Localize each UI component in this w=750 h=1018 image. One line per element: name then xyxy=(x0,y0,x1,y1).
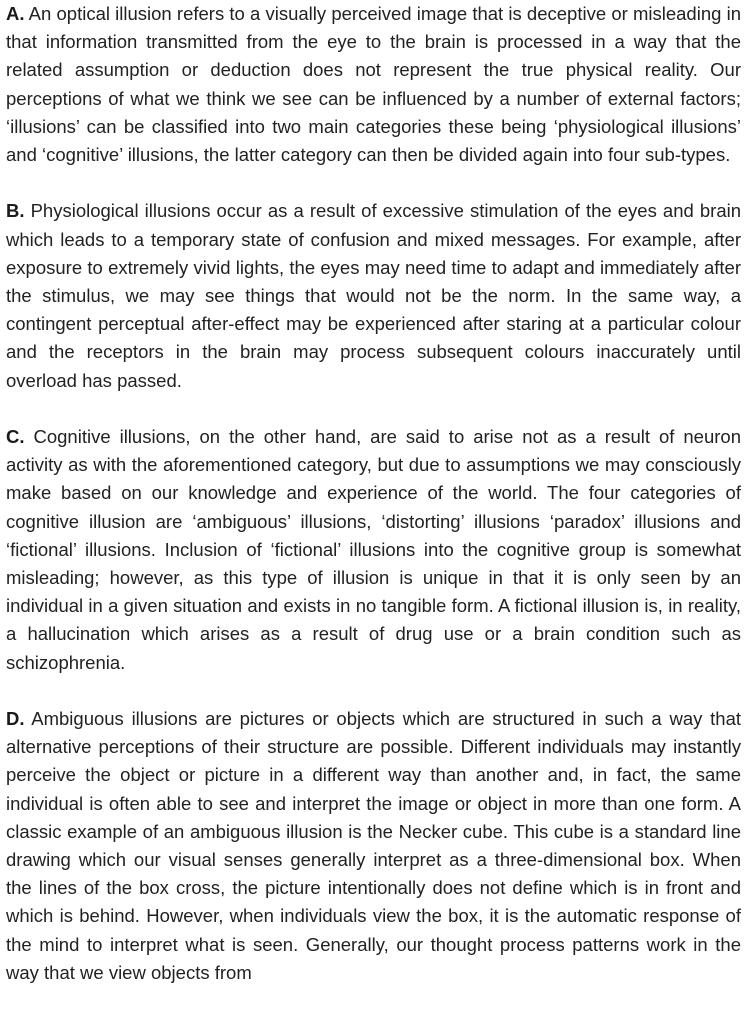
paragraph-text: Cognitive illusions, on the other hand, are said to arise not as a result of neuron activity as with the aforementioned category, but due to assumptions we may consciously make based on our knowledge and experience of the world. The four categories of cognitive illusion are ‘ambiguous’ illusions, ‘distorting’ illusions ‘paradox’ illusions and ‘fictional’ illusions. Inclusion of ‘fictional’ illusions into the cognitive group is somewhat misleading; however, as this type of illusion is unique in that it is only seen by an individual in a given situation and exists in no tangible form. A fictional illusion is, in reality, a hallucination which arises as a result of drug use or a brain condition such as schizophrenia. xyxy=(6,426,742,673)
paragraph-label: C. xyxy=(6,426,25,448)
paragraph-text: An optical illusion refers to a visually perceived image that is deceptive or misleading in that information transmitted from the eye to the brain is processed in a way that the related assumption or deduction does not represent the true physical reality. Our perceptions of what we think we see can be influenced by a number of external factors; ‘illusions’ can be classified into two main categories these being ‘physiological illusions’ and ‘cognitive’ illusions, the latter category can then be divided again into four sub-types. xyxy=(6,3,741,166)
paragraph-label: D. xyxy=(6,708,25,730)
paragraph-d xyxy=(6,705,741,987)
paragraph-c xyxy=(6,423,741,677)
reading-passage xyxy=(6,0,741,1015)
paragraph-text: Ambiguous illusions are pictures or objects which are structured in such a way that alternative perceptions of their structure are possible. Different individuals may instantly perceive the object or picture in a different way than another and, in fact, the same individual is often able to see and interpret the image or object in more than one form. A classic example of an ambiguous illusion is the Necker cube. This cube is a standard line drawing which our visual senses generally interpret as a three-dimensional box. When the lines of the box cross, the picture intentionally does not define which is in front and which is behind. However, when individuals view the box, it is the automatic response of the mind to interpret what is seen. Generally, our thought process patterns work in the way that we view objects from xyxy=(6,708,741,983)
paragraph-b xyxy=(6,197,741,394)
paragraph-label: A. xyxy=(6,3,25,24)
paragraph-a xyxy=(6,0,741,169)
paragraph-text: Physiological illusions occur as a result of excessive stimulation of the eyes and brain which leads to a temporary state of confusion and mixed messages. For example, after exposure to extremely vivid lights, the eyes may need time to adapt and immediately after the stimulus, we may see things that would not be the norm. In the same way, a contingent perceptual after-effect may be experienced after staring at a particular colour and the receptors in the brain may process subsequent colours inaccurately until overload has passed. xyxy=(6,200,742,391)
paragraph-label: B. xyxy=(6,200,25,222)
